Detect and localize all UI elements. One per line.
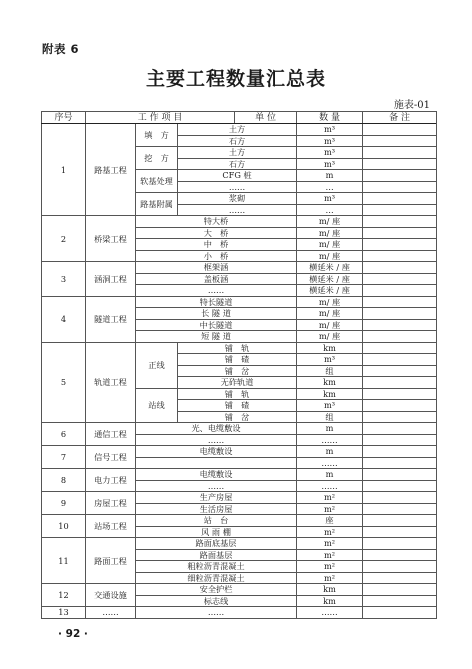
table-row — [42, 584, 437, 596]
category-name: 房屋工程 — [86, 492, 136, 515]
quantity-value — [363, 239, 437, 251]
table-row — [42, 262, 437, 274]
item-name: 铺 轨 — [178, 388, 297, 400]
unit-value: 座 — [297, 515, 363, 527]
table-row — [42, 216, 437, 228]
item-name: 盖板涵 — [136, 273, 297, 285]
header-remark: 备 注 — [363, 112, 437, 124]
quantity-value — [363, 158, 437, 170]
item-name: 中长隧道 — [136, 319, 297, 331]
category-name: …… — [86, 607, 136, 619]
quantity-value — [363, 595, 437, 607]
quantity-value — [363, 377, 437, 389]
item-name: 粗粒沥青混凝土 — [136, 561, 297, 573]
unit-value: m — [297, 446, 363, 458]
quantity-value — [363, 480, 437, 492]
unit-value: m² — [297, 572, 363, 584]
unit-value: m³ — [297, 135, 363, 147]
item-name: 土方 — [178, 147, 297, 159]
unit-value: …… — [297, 607, 363, 619]
quantity-value — [363, 434, 437, 446]
item-name: 特大桥 — [136, 216, 297, 228]
row-number: 4 — [42, 296, 86, 342]
quantity-value — [363, 181, 437, 193]
quantity-value — [363, 147, 437, 159]
table-row — [42, 538, 437, 550]
appendix-label: 附表 6 — [42, 42, 80, 56]
quantity-value — [363, 308, 437, 320]
item-name: 土方 — [178, 124, 297, 136]
quantity-value — [363, 400, 437, 412]
unit-value: m² — [297, 526, 363, 538]
unit-value: m/ 座 — [297, 308, 363, 320]
quantity-value — [363, 124, 437, 136]
item-name: 中 桥 — [136, 239, 297, 251]
item-name: 光、电缆敷设 — [136, 423, 297, 435]
item-name: 铺 岔 — [178, 411, 297, 423]
unit-value: 横延米 / 座 — [297, 273, 363, 285]
unit-value: km — [297, 584, 363, 596]
quantity-value — [363, 250, 437, 262]
row-number: 8 — [42, 469, 86, 492]
unit-value: … — [297, 204, 363, 216]
quantity-value — [363, 411, 437, 423]
unit-value: m² — [297, 503, 363, 515]
quantity-value — [363, 354, 437, 366]
quantity-value — [363, 342, 437, 354]
quantity-value — [363, 273, 437, 285]
unit-value: … — [297, 181, 363, 193]
header-unit: 单 位 — [235, 112, 297, 124]
item-name: 石方 — [178, 135, 297, 147]
category-name: 交通设施 — [86, 584, 136, 607]
quantity-value — [363, 469, 437, 481]
category-name: 路面工程 — [86, 538, 136, 584]
quantity-value — [363, 216, 437, 228]
category-name: 通信工程 — [86, 423, 136, 446]
unit-value: m/ 座 — [297, 227, 363, 239]
table-row — [42, 124, 437, 136]
item-name: 框架涵 — [136, 262, 297, 274]
quantity-value — [363, 457, 437, 469]
item-name: 特长隧道 — [136, 296, 297, 308]
item-name: CFG 桩 — [178, 170, 297, 182]
item-name: 短 隧 道 — [136, 331, 297, 343]
category-name: 轨道工程 — [86, 342, 136, 423]
quantity-value — [363, 526, 437, 538]
quantity-value — [363, 515, 437, 527]
quantity-value — [363, 584, 437, 596]
row-number: 5 — [42, 342, 86, 423]
table-row — [42, 492, 437, 504]
unit-value: km — [297, 342, 363, 354]
unit-value: 组 — [297, 365, 363, 377]
quantity-value — [363, 285, 437, 297]
unit-value: m³ — [297, 193, 363, 205]
quantity-value — [363, 561, 437, 573]
category-name: 信号工程 — [86, 446, 136, 469]
unit-value: m — [297, 423, 363, 435]
unit-value: m² — [297, 538, 363, 550]
unit-value: m/ 座 — [297, 239, 363, 251]
unit-value: m — [297, 469, 363, 481]
unit-value: m/ 座 — [297, 331, 363, 343]
item-name: 铺 岔 — [178, 365, 297, 377]
item-name: …… — [136, 607, 297, 619]
item-name: 长 隧 道 — [136, 308, 297, 320]
item-name: …… — [178, 181, 297, 193]
quantity-value — [363, 446, 437, 458]
quantity-value — [363, 572, 437, 584]
unit-value: m/ 座 — [297, 216, 363, 228]
quantity-value — [363, 607, 437, 619]
page-title: 主要工程数量汇总表 — [145, 68, 326, 90]
quantity-value — [363, 549, 437, 561]
unit-value: m³ — [297, 147, 363, 159]
row-number: 9 — [42, 492, 86, 515]
category-name: 站场工程 — [86, 515, 136, 538]
item-name: 无砟轨道 — [178, 377, 297, 389]
row-number: 6 — [42, 423, 86, 446]
item-name: …… — [136, 285, 297, 297]
unit-value: …… — [297, 457, 363, 469]
row-number: 11 — [42, 538, 86, 584]
quantity-value — [363, 492, 437, 504]
unit-value: …… — [297, 434, 363, 446]
quantity-value — [363, 319, 437, 331]
quantity-value — [363, 227, 437, 239]
item-name: 路面基层 — [136, 549, 297, 561]
row-number: 10 — [42, 515, 86, 538]
table-row — [42, 296, 437, 308]
header-item: 工 作 项 目 — [86, 112, 235, 124]
item-name: 电缆敷设 — [136, 469, 297, 481]
item-name: 铺 碴 — [178, 400, 297, 412]
page-number: · 92 · — [58, 628, 88, 640]
quantity-value — [363, 331, 437, 343]
table-row — [42, 342, 437, 354]
quantity-value — [363, 296, 437, 308]
category-name: 桥梁工程 — [86, 216, 136, 262]
unit-value: m/ 座 — [297, 250, 363, 262]
unit-value: 横延米 / 座 — [297, 285, 363, 297]
item-name: …… — [136, 434, 297, 446]
quantity-value — [363, 204, 437, 216]
quantity-value — [363, 262, 437, 274]
subcategory-name: 正线 — [136, 342, 178, 388]
unit-value: m² — [297, 549, 363, 561]
item-name: 电缆敷设 — [136, 446, 297, 458]
item-name: …… — [136, 480, 297, 492]
table-code: 施表-01 — [393, 100, 430, 111]
subcategory-name: 填 方 — [136, 124, 178, 147]
header-qty: 数 量 — [297, 112, 363, 124]
table-header-row — [42, 112, 437, 124]
unit-value: m/ 座 — [297, 319, 363, 331]
item-name: 站 台 — [136, 515, 297, 527]
header-seq: 序号 — [42, 112, 86, 124]
quantity-value — [363, 503, 437, 515]
row-number: 7 — [42, 446, 86, 469]
quantity-value — [363, 193, 437, 205]
category-name: 隧道工程 — [86, 296, 136, 342]
quantity-value — [363, 135, 437, 147]
unit-value: m/ 座 — [297, 296, 363, 308]
table-row — [42, 446, 437, 458]
table-body — [42, 124, 437, 619]
unit-value: m³ — [297, 158, 363, 170]
table-row — [42, 469, 437, 481]
category-name: 电力工程 — [86, 469, 136, 492]
subcategory-name: 软基处理 — [136, 170, 178, 193]
row-number: 13 — [42, 607, 86, 619]
item-name: 浆砌 — [178, 193, 297, 205]
unit-value: km — [297, 377, 363, 389]
item-name: 铺 轨 — [178, 342, 297, 354]
row-number: 3 — [42, 262, 86, 297]
item-name: 生活房屋 — [136, 503, 297, 515]
category-name: 涵洞工程 — [86, 262, 136, 297]
item-name: …… — [178, 204, 297, 216]
item-name: 细粒沥青混凝土 — [136, 572, 297, 584]
table-row — [42, 515, 437, 527]
table-row — [42, 423, 437, 435]
unit-value: km — [297, 388, 363, 400]
item-name: 风 雨 棚 — [136, 526, 297, 538]
unit-value: m² — [297, 492, 363, 504]
subcategory-name: 路基附属 — [136, 193, 178, 216]
subcategory-name: 站线 — [136, 388, 178, 423]
unit-value: …… — [297, 480, 363, 492]
unit-value: m² — [297, 561, 363, 573]
item-name: 石方 — [178, 158, 297, 170]
unit-value: m³ — [297, 124, 363, 136]
quantity-value — [363, 538, 437, 550]
quantity-value — [363, 423, 437, 435]
unit-value: m³ — [297, 400, 363, 412]
item-name: 生产房屋 — [136, 492, 297, 504]
unit-value: m³ — [297, 354, 363, 366]
unit-value: km — [297, 595, 363, 607]
item-name: 安全护栏 — [136, 584, 297, 596]
row-number: 12 — [42, 584, 86, 607]
item-name: 大 桥 — [136, 227, 297, 239]
quantity-value — [363, 365, 437, 377]
table-row — [42, 607, 437, 619]
unit-value: 横延米 / 座 — [297, 262, 363, 274]
category-name: 路基工程 — [86, 124, 136, 216]
quantity-value — [363, 388, 437, 400]
item-name: 小 桥 — [136, 250, 297, 262]
item-name: 铺 碴 — [178, 354, 297, 366]
subcategory-name: 挖 方 — [136, 147, 178, 170]
row-number: 1 — [42, 124, 86, 216]
item-name: 标志线 — [136, 595, 297, 607]
row-number: 2 — [42, 216, 86, 262]
item-name — [136, 457, 297, 469]
quantity-value — [363, 170, 437, 182]
quantity-summary-table — [41, 111, 437, 619]
unit-value: m — [297, 170, 363, 182]
unit-value: 组 — [297, 411, 363, 423]
item-name: 路面底基层 — [136, 538, 297, 550]
